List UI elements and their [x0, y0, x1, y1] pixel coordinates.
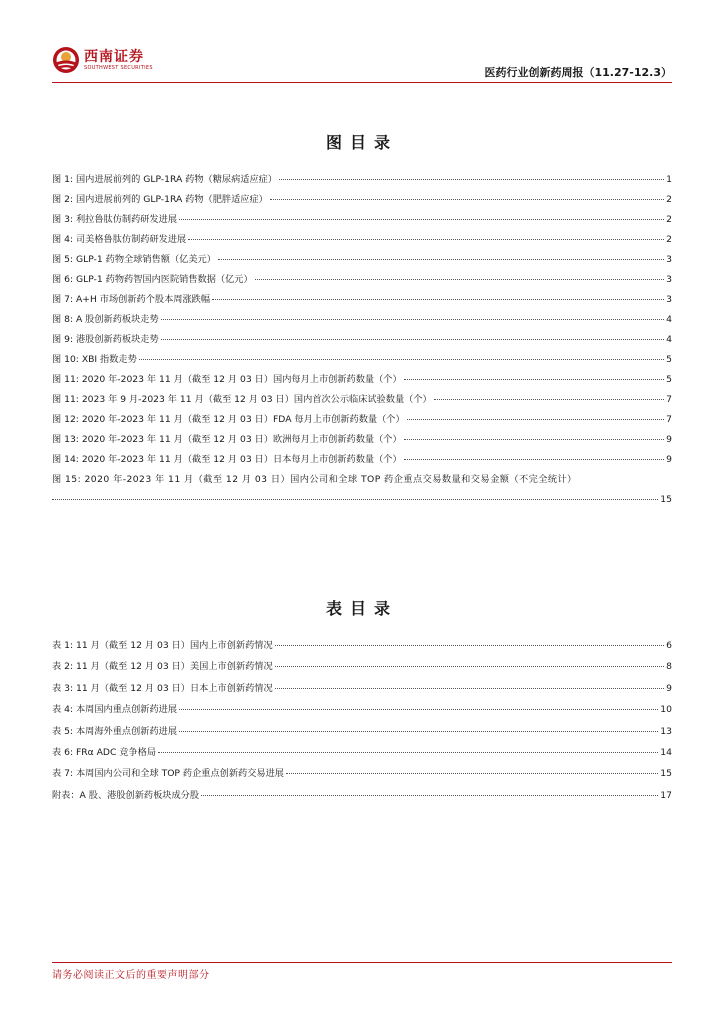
- toc-leader-dots: [201, 795, 658, 796]
- toc-leader-dots: [404, 379, 665, 380]
- toc-leader-dots: [275, 645, 664, 646]
- toc-leader-dots: [179, 731, 658, 732]
- toc-entry[interactable]: [52, 640, 672, 652]
- toc-leader-dots: [275, 666, 664, 667]
- toc-entry-page: 7: [666, 414, 672, 425]
- toc-entry[interactable]: [52, 747, 672, 759]
- toc-leader-dots: [139, 359, 664, 360]
- toc-entry[interactable]: [52, 394, 672, 406]
- toc-entry-label: 表 7: 本周国内公司和全球 TOP 药企重点创新药交易进展: [52, 768, 284, 780]
- toc-entry[interactable]: [52, 454, 672, 466]
- toc-entry-label: 图 5: GLP-1 药物全球销售额（亿美元）: [52, 254, 216, 265]
- toc-entry-page: 15: [660, 768, 672, 780]
- toc-entry[interactable]: [52, 234, 672, 246]
- report-title: 医药行业创新药周报（11.27-12.3）: [484, 66, 672, 79]
- toc-leader-dots: [407, 419, 664, 420]
- toc-leader-dots: [270, 199, 664, 200]
- toc-leader-dots: [404, 439, 665, 440]
- table-list-heading: 表目录: [325, 599, 398, 618]
- toc-entry-page: 5: [666, 374, 672, 385]
- toc-entry-label: 附表：A 股、港股创新药板块成分股: [52, 789, 200, 801]
- table-list: [52, 640, 672, 811]
- toc-entry-page: 2: [666, 194, 672, 205]
- toc-entry-page: 10: [660, 704, 672, 716]
- toc-entry[interactable]: [52, 354, 672, 366]
- toc-entry-page: 1: [666, 174, 672, 185]
- toc-entry-label: 表 5: 本周海外重点创新药进展: [52, 725, 178, 737]
- toc-entry[interactable]: [52, 314, 672, 326]
- toc-entry-page: 2: [666, 234, 672, 245]
- toc-entry-label: 图 11: 2023 年 9 月-2023 年 11 月（截至 12 月 03 日）国内首次公示临床试验数量（个）: [52, 394, 432, 405]
- toc-entry[interactable]: [52, 174, 672, 186]
- toc-entry-label: 表 2: 11 月（截至 12 月 03 日）美国上市创新药情况: [52, 661, 273, 673]
- header-divider: [52, 82, 672, 83]
- company-logo: [52, 44, 153, 76]
- toc-entry[interactable]: [52, 294, 672, 306]
- toc-leader-dots: [161, 339, 664, 340]
- toc-entry-page: 4: [666, 314, 672, 325]
- toc-entry-page: 9: [666, 682, 672, 694]
- toc-entry-label: 图 3: 利拉鲁肽仿制药研发进展: [52, 214, 178, 225]
- toc-entry[interactable]: [52, 214, 672, 226]
- toc-leader-dots: [255, 279, 665, 280]
- toc-entry[interactable]: [52, 194, 672, 206]
- toc-leader-dots: [161, 319, 664, 320]
- toc-entry[interactable]: [52, 661, 672, 673]
- logo-wordmark: [84, 49, 153, 72]
- toc-leader-dots: [179, 219, 664, 220]
- figure-list-heading: 图目录: [325, 133, 398, 152]
- toc-leader-dots: [279, 179, 664, 180]
- toc-entry-label: 图 9: 港股创新药板块走势: [52, 334, 159, 345]
- toc-entry-label: 表 1: 11 月（截至 12 月 03 日）国内上市创新药情况: [52, 640, 273, 651]
- toc-entry-label: 表 4: 本周国内重点创新药进展: [52, 704, 178, 716]
- toc-entry[interactable]: [52, 274, 672, 286]
- toc-entry[interactable]: [52, 704, 672, 716]
- toc-leader-dots: [286, 773, 658, 774]
- toc-entry-label: 图 10: XBI 指数走势: [52, 354, 137, 365]
- toc-entry[interactable]: [52, 254, 672, 266]
- toc-entry-page: 15: [660, 494, 672, 505]
- toc-entry-label: 图 15: 2020 年-2023 年 11 月（截至 12 月 03 日）国内公司和全球 TOP 药企重点交易数量和交易金额（不完全统计）: [52, 474, 577, 485]
- logo-emblem-icon: [52, 46, 80, 74]
- page-header: [52, 40, 672, 82]
- toc-entry-page: 9: [666, 434, 672, 445]
- toc-entry-label: 图 4: 司美格鲁肽仿制药研发进展: [52, 234, 187, 245]
- toc-entry-label: 图 14: 2020 年-2023 年 11 月（截至 12 月 03 日）日本每月上市创新药数量（个）: [52, 454, 402, 465]
- toc-leader-dots: [212, 299, 664, 300]
- toc-entry-label: 图 12: 2020 年-2023 年 11 月（截至 12 月 03 日）FDA 每月上市创新药数量（个）: [52, 414, 405, 425]
- toc-entry-page: 5: [666, 354, 672, 365]
- toc-entry[interactable]: [52, 768, 672, 780]
- toc-entry-label: 图 2: 国内进展前列的 GLP-1RA 药物（肥胖适应症）: [52, 194, 268, 205]
- toc-entry-label: 图 6: GLP-1 药物药智国内医院销售数据（亿元）: [52, 274, 253, 285]
- toc-entry-page: 8: [666, 661, 672, 673]
- toc-leader-dots: [218, 259, 664, 260]
- toc-entry[interactable]: [52, 334, 672, 346]
- toc-entry-page: 14: [660, 746, 672, 758]
- toc-entry-label: 图 13: 2020 年-2023 年 11 月（截至 12 月 03 日）欧洲每月上市创新药数量（个）: [52, 434, 402, 445]
- toc-leader-dots: [179, 709, 658, 710]
- footer-divider: [52, 962, 672, 963]
- toc-leader-dots: [275, 688, 664, 689]
- toc-entry-page: 2: [666, 214, 672, 225]
- toc-entry-label: 图 7: A+H 市场创新药个股本周涨跌幅: [52, 294, 211, 305]
- toc-leader-dots: [404, 459, 665, 460]
- toc-entry[interactable]: [52, 726, 672, 738]
- logo-chinese-name: 西南证券: [84, 48, 144, 65]
- toc-entry-label: 图 8: A 股创新药板块走势: [52, 314, 159, 325]
- toc-entry-label: 图 11: 2020 年-2023 年 11 月（截至 12 月 03 日）国内每月上市创新药数量（个）: [52, 374, 402, 385]
- logo-english-name: SOUTHWEST SECURITIES: [84, 64, 153, 71]
- toc-leader-dots: [52, 499, 658, 500]
- toc-entry-page: 13: [660, 725, 672, 737]
- toc-leader-dots: [158, 752, 658, 753]
- toc-entry[interactable]: [52, 414, 672, 426]
- toc-entry-page: 9: [666, 454, 672, 465]
- toc-entry-page: 17: [660, 789, 672, 801]
- toc-entry-wrapped[interactable]: [52, 474, 672, 506]
- toc-entry-page: 3: [666, 274, 672, 285]
- toc-entry[interactable]: [52, 683, 672, 695]
- toc-entry[interactable]: [52, 790, 672, 802]
- toc-entry-label: 表 6: FRα ADC 竞争格局: [52, 746, 157, 758]
- toc-entry-label: 表 3: 11 月（截至 12 月 03 日）日本上市创新药情况: [52, 682, 273, 694]
- toc-entry-page: 3: [666, 294, 672, 305]
- toc-entry[interactable]: [52, 434, 672, 446]
- toc-leader-dots: [188, 239, 664, 240]
- toc-entry-page: 6: [666, 640, 672, 651]
- toc-leader-dots: [434, 399, 664, 400]
- toc-entry[interactable]: [52, 374, 672, 386]
- toc-entry-page: 3: [666, 254, 672, 265]
- figure-list: [52, 174, 672, 506]
- footer-disclaimer: 请务必阅读正文后的重要声明部分: [52, 970, 210, 981]
- toc-entry-page: 7: [666, 394, 672, 405]
- toc-entry-page: 4: [666, 334, 672, 345]
- toc-entry-label: 图 1: 国内进展前列的 GLP-1RA 药物（糖尿病适应症）: [52, 174, 278, 185]
